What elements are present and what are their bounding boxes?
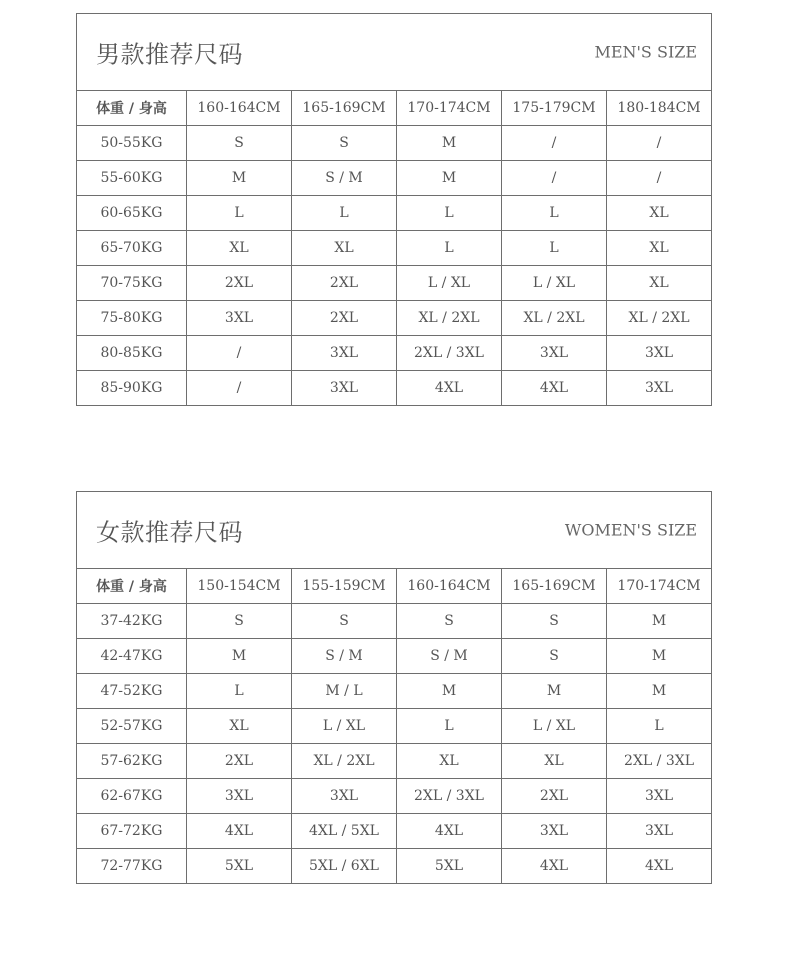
- size-cell: /: [502, 161, 607, 196]
- table-row: [77, 674, 712, 709]
- size-cell: M: [607, 674, 712, 709]
- size-cell: XL / 2XL: [292, 744, 397, 779]
- size-cell: 2XL / 3XL: [397, 336, 502, 371]
- size-cell: /: [607, 126, 712, 161]
- weight-cell: 62-67KG: [77, 779, 187, 814]
- size-cell: L: [397, 709, 502, 744]
- table-row: [77, 266, 712, 301]
- size-cell: S: [502, 639, 607, 674]
- size-cell: XL: [607, 231, 712, 266]
- mens-table-title-cell: [77, 14, 712, 91]
- weight-cell: 52-57KG: [77, 709, 187, 744]
- mens-title-en: MEN'S SIZE: [594, 42, 698, 62]
- table-row: [77, 604, 712, 639]
- size-cell: S: [397, 604, 502, 639]
- womens-title-cn: 女款推荐尺码: [96, 518, 243, 547]
- table-row: [77, 814, 712, 849]
- size-cell: 4XL / 5XL: [292, 814, 397, 849]
- size-cell: L: [187, 674, 292, 709]
- size-cell: 5XL: [187, 849, 292, 884]
- size-cell: L: [502, 196, 607, 231]
- size-cell: XL / 2XL: [502, 301, 607, 336]
- size-cell: 2XL: [502, 779, 607, 814]
- size-cell: S: [292, 126, 397, 161]
- size-cell: L: [187, 196, 292, 231]
- size-cell: /: [187, 336, 292, 371]
- size-cell: S / M: [397, 639, 502, 674]
- womens-header-row: [77, 569, 712, 604]
- size-cell: /: [187, 371, 292, 406]
- size-cell: 3XL: [607, 336, 712, 371]
- size-cell: 2XL: [292, 301, 397, 336]
- weight-cell: 85-90KG: [77, 371, 187, 406]
- size-cell: M: [397, 161, 502, 196]
- womens-table-title-cell: [77, 492, 712, 569]
- size-cell: 2XL: [292, 266, 397, 301]
- womens-title-en: WOMEN'S SIZE: [564, 520, 698, 540]
- size-cell: L: [397, 231, 502, 266]
- size-cell: 2XL / 3XL: [607, 744, 712, 779]
- table-row: [77, 639, 712, 674]
- size-cell: 3XL: [187, 779, 292, 814]
- size-cell: S: [292, 604, 397, 639]
- size-cell: XL: [187, 709, 292, 744]
- size-cell: 3XL: [607, 371, 712, 406]
- size-cell: 4XL: [397, 814, 502, 849]
- weight-cell: 37-42KG: [77, 604, 187, 639]
- size-cell: XL: [187, 231, 292, 266]
- weight-cell: 42-47KG: [77, 639, 187, 674]
- mens-title-cn: 男款推荐尺码: [96, 40, 243, 69]
- size-cell: 3XL: [292, 371, 397, 406]
- table-row: [77, 231, 712, 266]
- mens-corner-label: 体重 / 身高: [77, 91, 187, 126]
- table-row: [77, 336, 712, 371]
- size-cell: 4XL: [187, 814, 292, 849]
- size-cell: 3XL: [187, 301, 292, 336]
- size-cell: 3XL: [292, 779, 397, 814]
- size-cell: 2XL: [187, 744, 292, 779]
- table-row: [77, 126, 712, 161]
- table-row: [77, 849, 712, 884]
- size-cell: 2XL: [187, 266, 292, 301]
- size-cell: L: [502, 231, 607, 266]
- table-row: [77, 161, 712, 196]
- size-cell: M: [187, 639, 292, 674]
- size-cell: /: [607, 161, 712, 196]
- size-cell: M: [502, 674, 607, 709]
- womens-height-header: 165-169CM: [502, 569, 607, 604]
- size-cell: 3XL: [502, 814, 607, 849]
- weight-cell: 57-62KG: [77, 744, 187, 779]
- weight-cell: 60-65KG: [77, 196, 187, 231]
- size-cell: S: [187, 604, 292, 639]
- weight-cell: 55-60KG: [77, 161, 187, 196]
- size-cell: XL / 2XL: [607, 301, 712, 336]
- table-row: [77, 709, 712, 744]
- womens-height-header: 150-154CM: [187, 569, 292, 604]
- weight-cell: 47-52KG: [77, 674, 187, 709]
- size-cell: S: [502, 604, 607, 639]
- mens-header-row: [77, 91, 712, 126]
- size-cell: /: [502, 126, 607, 161]
- size-cell: XL: [607, 196, 712, 231]
- size-cell: XL / 2XL: [397, 301, 502, 336]
- size-cell: L / XL: [502, 266, 607, 301]
- size-cell: 2XL / 3XL: [397, 779, 502, 814]
- size-cell: L: [292, 196, 397, 231]
- table-row: [77, 744, 712, 779]
- weight-cell: 65-70KG: [77, 231, 187, 266]
- size-cell: 3XL: [607, 779, 712, 814]
- mens-height-header: 180-184CM: [607, 91, 712, 126]
- weight-cell: 67-72KG: [77, 814, 187, 849]
- table-row: [77, 196, 712, 231]
- size-cell: M: [187, 161, 292, 196]
- womens-height-header: 155-159CM: [292, 569, 397, 604]
- size-cell: S: [187, 126, 292, 161]
- size-cell: XL: [397, 744, 502, 779]
- size-cell: 5XL: [397, 849, 502, 884]
- size-cell: L / XL: [397, 266, 502, 301]
- size-cell: S / M: [292, 161, 397, 196]
- size-cell: 3XL: [292, 336, 397, 371]
- mens-height-header: 170-174CM: [397, 91, 502, 126]
- size-cell: XL: [292, 231, 397, 266]
- size-cell: 4XL: [397, 371, 502, 406]
- size-cell: 3XL: [607, 814, 712, 849]
- mens-height-header: 175-179CM: [502, 91, 607, 126]
- table-row: [77, 779, 712, 814]
- size-cell: 5XL / 6XL: [292, 849, 397, 884]
- table-row: [77, 301, 712, 336]
- size-cell: L / XL: [292, 709, 397, 744]
- mens-size-table: [76, 13, 712, 406]
- weight-cell: 70-75KG: [77, 266, 187, 301]
- size-cell: S / M: [292, 639, 397, 674]
- size-cell: 3XL: [502, 336, 607, 371]
- womens-size-table: [76, 491, 712, 884]
- size-cell: 4XL: [502, 849, 607, 884]
- weight-cell: 72-77KG: [77, 849, 187, 884]
- size-cell: 4XL: [502, 371, 607, 406]
- mens-height-header: 165-169CM: [292, 91, 397, 126]
- size-cell: M: [397, 126, 502, 161]
- mens-height-header: 160-164CM: [187, 91, 292, 126]
- size-cell: M: [607, 604, 712, 639]
- size-cell: XL: [502, 744, 607, 779]
- table-row: [77, 371, 712, 406]
- womens-corner-label: 体重 / 身高: [77, 569, 187, 604]
- size-cell: L / XL: [502, 709, 607, 744]
- size-cell: 4XL: [607, 849, 712, 884]
- size-cell: M: [397, 674, 502, 709]
- size-cell: L: [397, 196, 502, 231]
- size-cell: M: [607, 639, 712, 674]
- size-cell: L: [607, 709, 712, 744]
- womens-height-header: 160-164CM: [397, 569, 502, 604]
- womens-height-header: 170-174CM: [607, 569, 712, 604]
- size-cell: M / L: [292, 674, 397, 709]
- size-cell: XL: [607, 266, 712, 301]
- weight-cell: 50-55KG: [77, 126, 187, 161]
- weight-cell: 75-80KG: [77, 301, 187, 336]
- weight-cell: 80-85KG: [77, 336, 187, 371]
